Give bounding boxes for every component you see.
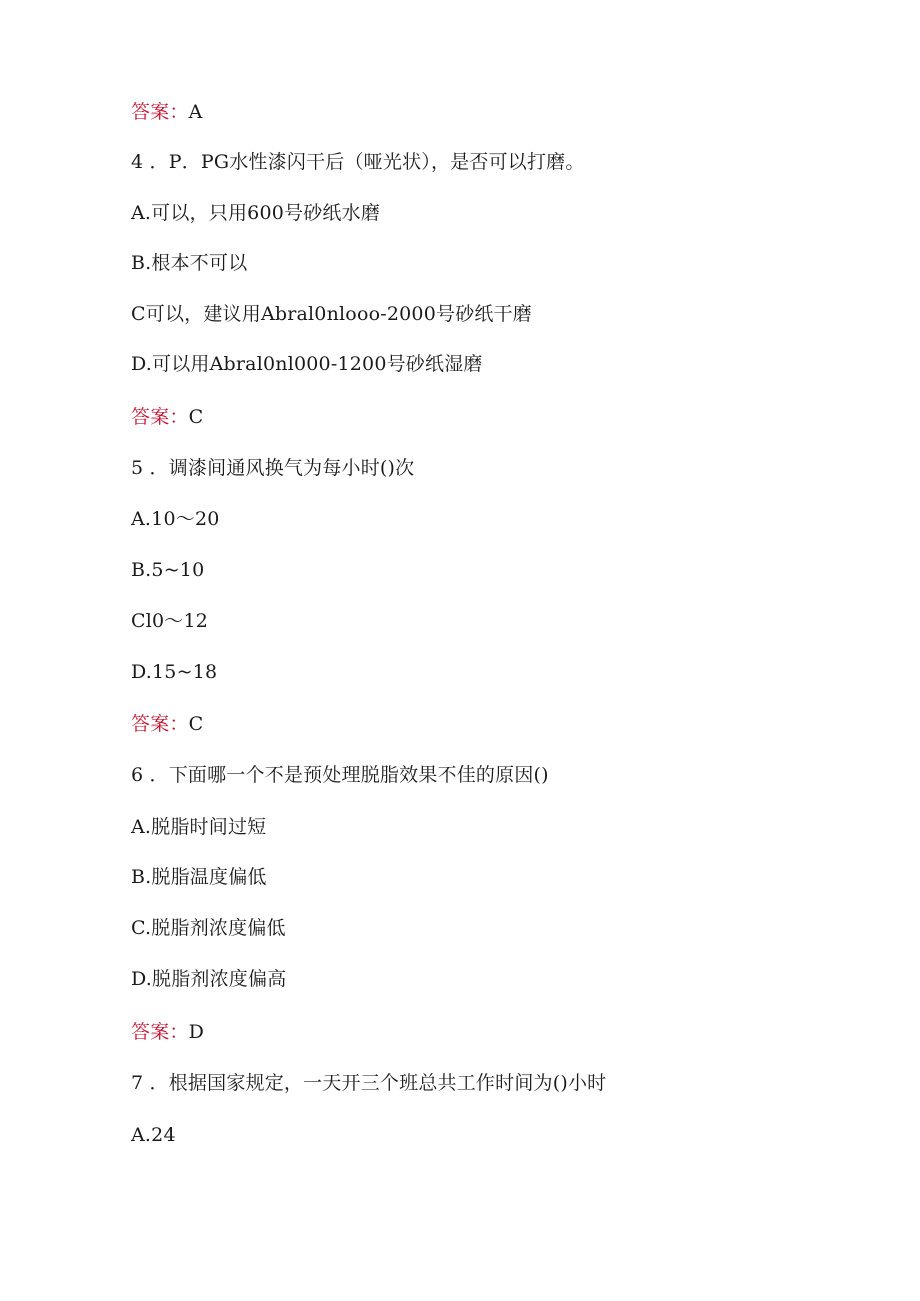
question-text: 4 ．P．PG水性漆闪干后（哑光状），是否可以打磨。 — [131, 151, 585, 173]
answer-line — [131, 712, 203, 736]
answer-line — [131, 100, 203, 124]
answer-label: 答案： — [131, 713, 189, 735]
option-text: A.可以，只用600号砂纸水磨 — [131, 202, 381, 224]
option-text: D.15~18 — [131, 661, 218, 683]
option-text: B.脱脂温度偏低 — [131, 866, 267, 888]
answer-value: A — [188, 101, 203, 123]
option-text: A.10～20 — [131, 508, 220, 530]
option-text: B.根本不可以 — [131, 252, 248, 274]
option-text: C可以，建议用Abral0nlooo-2000号砂纸干磨 — [131, 303, 533, 325]
option-text: A.24 — [131, 1124, 176, 1146]
answer-value: C — [188, 406, 204, 428]
answer-line — [131, 405, 203, 429]
option-text: D.脱脂剂浓度偏高 — [131, 968, 287, 990]
option-text: C.脱脂剂浓度偏低 — [131, 917, 286, 939]
answer-value: C — [188, 713, 204, 735]
answer-label: 答案： — [131, 101, 189, 123]
option-text: Cl0～12 — [131, 610, 209, 632]
answer-value: D — [188, 1021, 205, 1043]
answer-label: 答案： — [131, 406, 189, 428]
question-text: 6 ．下面哪一个不是预处理脱脂效果不佳的原因() — [131, 764, 549, 786]
option-text: D.可以用Abral0nl000-1200号砂纸湿磨 — [131, 353, 483, 375]
answer-label: 答案： — [131, 1021, 189, 1043]
question-text: 7 ．根据国家规定，一天开三个班总共工作时间为()小时 — [131, 1072, 607, 1094]
answer-line — [131, 1020, 204, 1044]
option-text: B.5~10 — [131, 559, 205, 581]
question-text: 5 ．调漆间通风换气为每小时()次 — [131, 457, 415, 479]
option-text: A.脱脂时间过短 — [131, 816, 267, 838]
